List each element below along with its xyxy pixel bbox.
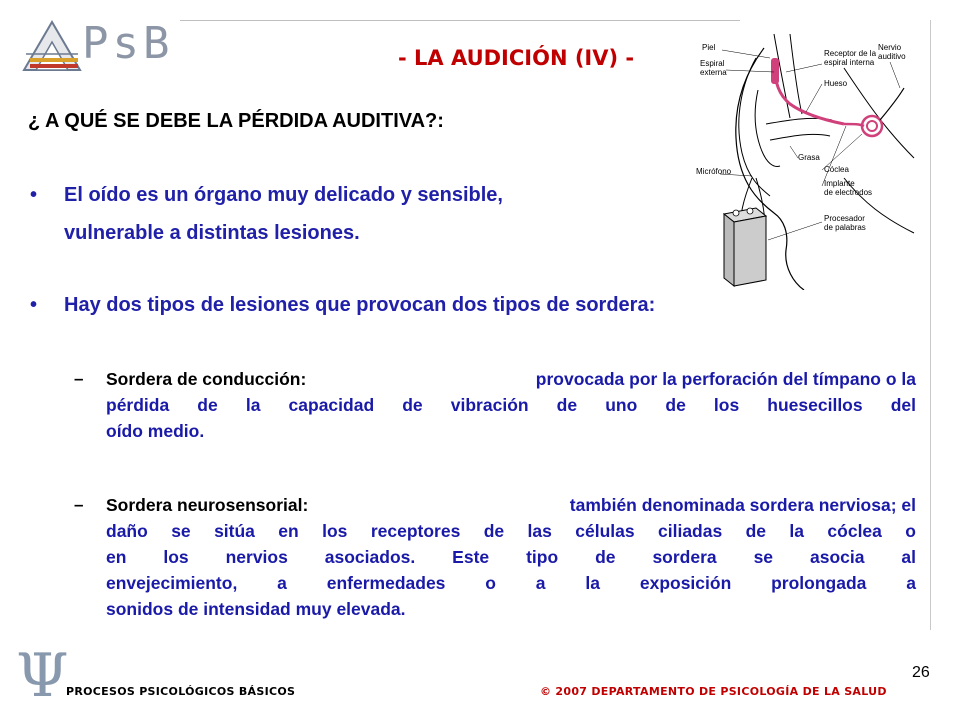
logo-text: PsB xyxy=(82,18,174,69)
bullet-1-line-1: El oído es un órgano muy delicado y sensible, xyxy=(64,184,503,206)
label-nervio-2: auditivo xyxy=(878,52,906,61)
section-question: ¿ A QUÉ SE DEBE LA PÉRDIDA AUDITIVA?: xyxy=(28,110,444,132)
footer-course: PROCESOS PSICOLÓGICOS BÁSICOS xyxy=(66,685,296,698)
label-hueso: Hueso xyxy=(824,79,848,88)
label-implante-2: de electrodos xyxy=(824,188,873,197)
label-grasa: Grasa xyxy=(798,153,820,162)
label-receptor: Receptor de la xyxy=(824,49,877,58)
bullet-marker: • xyxy=(30,184,38,206)
term-conduccion: Sordera de conducción: xyxy=(106,369,307,389)
label-coclea: Cóclea xyxy=(824,165,849,174)
subitem-2-line-3: en los nervios asociados. Este tipo de sordera se asocia al xyxy=(106,547,916,567)
subitem-1-line-1: provocada por la perforación del tímpano o la xyxy=(535,369,916,389)
label-microfono: Micrófono xyxy=(696,167,732,176)
bullet-2-line-1: Hay dos tipos de lesiones que provocan dos tipos de sordera: xyxy=(64,294,656,316)
subitem-1-line-3: oído medio. xyxy=(106,421,205,441)
label-procesador: Procesador xyxy=(824,214,865,223)
bullet-marker: • xyxy=(30,294,38,316)
label-procesador-2: de palabras xyxy=(824,223,866,232)
label-piel: Piel xyxy=(702,43,716,52)
subitem-2-line-5: sonidos de intensidad muy elevada. xyxy=(106,599,406,619)
subitem-2-line-4: envejecimiento, a enfermedades o a la exposición prolongada a xyxy=(106,573,916,593)
label-receptor-2: espiral interna xyxy=(824,58,875,67)
slide-title: - LA AUDICIÓN (IV) - xyxy=(398,46,635,70)
label-implante: Implante xyxy=(824,179,855,188)
term-neurosensorial: Sordera neurosensorial: xyxy=(106,495,309,515)
subitem-conduccion xyxy=(106,366,916,444)
psi-logo-icon: Ψ xyxy=(16,641,69,711)
speech-processor-icon xyxy=(724,208,766,286)
label-espiral-externa-2: externa xyxy=(700,68,727,77)
footer-copyright: © 2007 DEPARTAMENTO DE PSICOLOGÍA DE LA SALUD xyxy=(540,685,887,698)
logo-triangle-icon xyxy=(18,14,88,76)
bullet-1-line-2: vulnerable a distintas lesiones. xyxy=(64,222,360,244)
right-rule xyxy=(930,20,931,630)
header-rule xyxy=(180,20,740,21)
label-nervio: Nervio xyxy=(878,43,902,52)
label-espiral-externa: Espiral xyxy=(700,59,725,68)
subitem-2-line-1: también denominada sordera nerviosa; el xyxy=(569,495,916,515)
cochlear-implant-diagram xyxy=(694,28,924,290)
dash-marker: – xyxy=(74,369,84,388)
subitem-2-line-2: daño se sitúa en los receptores de las células ciliadas de la cóclea o xyxy=(106,521,916,541)
page-number: 26 xyxy=(912,664,930,681)
subitem-neurosensorial xyxy=(106,492,916,622)
dash-marker: – xyxy=(74,495,84,514)
subitem-1-line-2: pérdida de la capacidad de vibración de uno de los huesecillos del xyxy=(106,395,916,415)
